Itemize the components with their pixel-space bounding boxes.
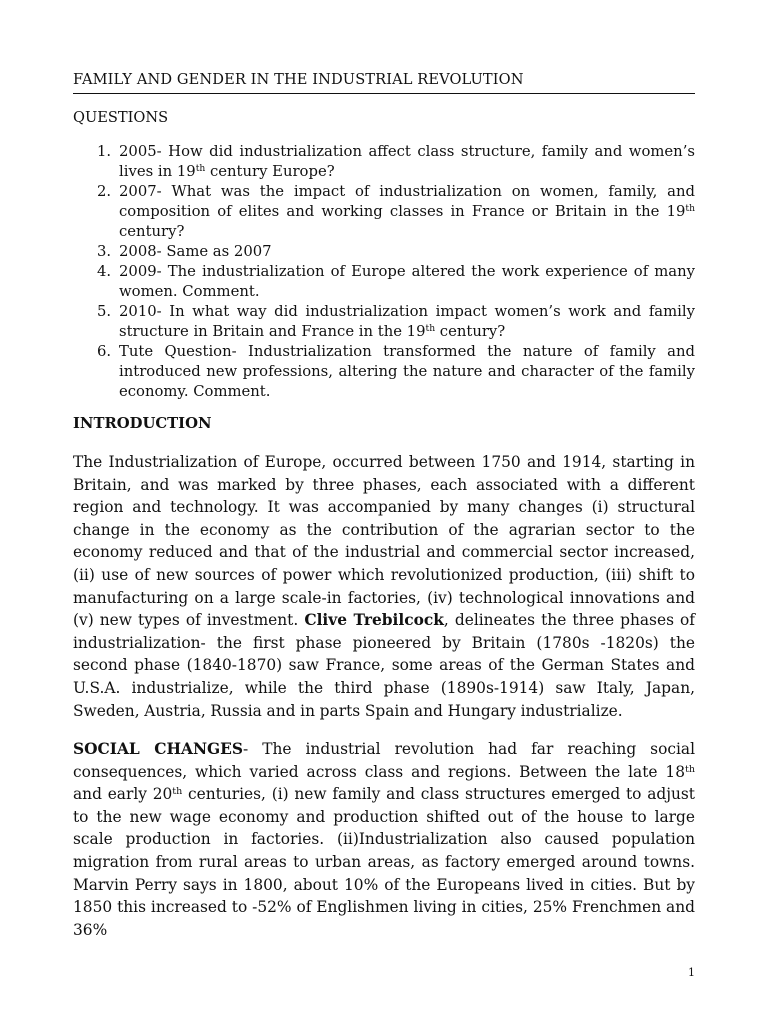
intro-text-cont: , delineates the three phases of industrialization- the first phase pioneered by Britain (1780s -1820s) the second phase (1840-1870) saw France, some areas of the German States and U.S.A. industrialize, while the third phase (1890s-1914) saw Italy, Japan, Sweden, Austria, Russia and in parts Spain and Hungary industrialize. [73, 611, 695, 720]
question-text: 2009- The industrialization of Europe altered the work experience of many women. Comment. [119, 263, 695, 300]
social-text-cont: and early 20 [73, 785, 173, 804]
question-item [73, 142, 695, 182]
question-number: 5. [97, 303, 112, 320]
question-number: 6. [97, 343, 112, 360]
question-text: 2010- In what way did industrialization impact women’s work and family structure in Britain and France in the 19 [119, 303, 695, 340]
question-item [73, 242, 695, 262]
question-item [73, 342, 695, 402]
superscript: th [685, 202, 695, 214]
question-item [73, 262, 695, 302]
questions-heading: QUESTIONS [73, 109, 169, 126]
question-number: 2. [97, 183, 112, 200]
question-number: 1. [97, 143, 112, 160]
questions-list [73, 142, 695, 402]
question-text-cont: century? [119, 223, 185, 240]
question-item [73, 302, 695, 342]
intro-text: The Industrialization of Europe, occurred between 1750 and 1914, starting in Britain, and was marked by three phases, each associated with a different region and technology. It was accompanied by many changes (i) structural change in the economy as the contribution of the agrarian sector to the economy reduced and that of the industrial and commercial sector increased, (ii) use of new sources of power which revolutionized production, (iii) shift to manufacturing on a large scale-in factories, (iv) technological innovations and (v) new types of investment. [73, 453, 695, 630]
superscript: th [685, 763, 695, 775]
document-title: FAMILY AND GENDER IN THE INDUSTRIAL REVOLUTION [73, 70, 695, 94]
question-text: 2008- Same as 2007 [119, 243, 272, 260]
question-text: 2007- What was the impact of industrialization on women, family, and composition of elites and working classes in France or Britain in the 19 [119, 183, 695, 220]
introduction-heading: INTRODUCTION [73, 415, 212, 432]
question-text: 2005- How did industrialization affect class structure, family and women’s lives in 19 [119, 143, 695, 180]
superscript: th [425, 322, 436, 334]
author-name: Clive Trebilcock [304, 611, 444, 630]
social-changes-heading: SOCIAL CHANGES [73, 740, 243, 758]
social-text: - The industrial revolution had far reaching social consequences, which varied across class and regions. Between the late 18 [73, 740, 695, 781]
question-text: Tute Question- Industrialization transformed the nature of family and introduced new professions, altering the nature and character of the family economy. Comment. [119, 343, 695, 400]
question-text-cont: century? [435, 323, 506, 340]
question-item [73, 182, 695, 242]
page-number: 1 [688, 966, 695, 979]
social-changes-paragraph [73, 738, 695, 941]
superscript: th [195, 162, 206, 174]
question-number: 4. [97, 263, 112, 280]
introduction-paragraph [73, 451, 695, 722]
question-number: 3. [97, 243, 112, 260]
superscript: th [172, 785, 183, 797]
question-text-cont: century Europe? [205, 163, 335, 180]
social-text-end: centuries, (i) new family and class structures emerged to adjust to the new wage economy and production shifted out of the house to large scale production in factories. (ii)Industrialization also caused population migration from rural areas to urban areas, as factory emerged around towns. Marvin Perry says in 1800, about 10% of the Europeans lived in cities. But by 1850 this increased to -52% of Englishmen living in cities, 25% Frenchmen and 36% [73, 785, 695, 939]
